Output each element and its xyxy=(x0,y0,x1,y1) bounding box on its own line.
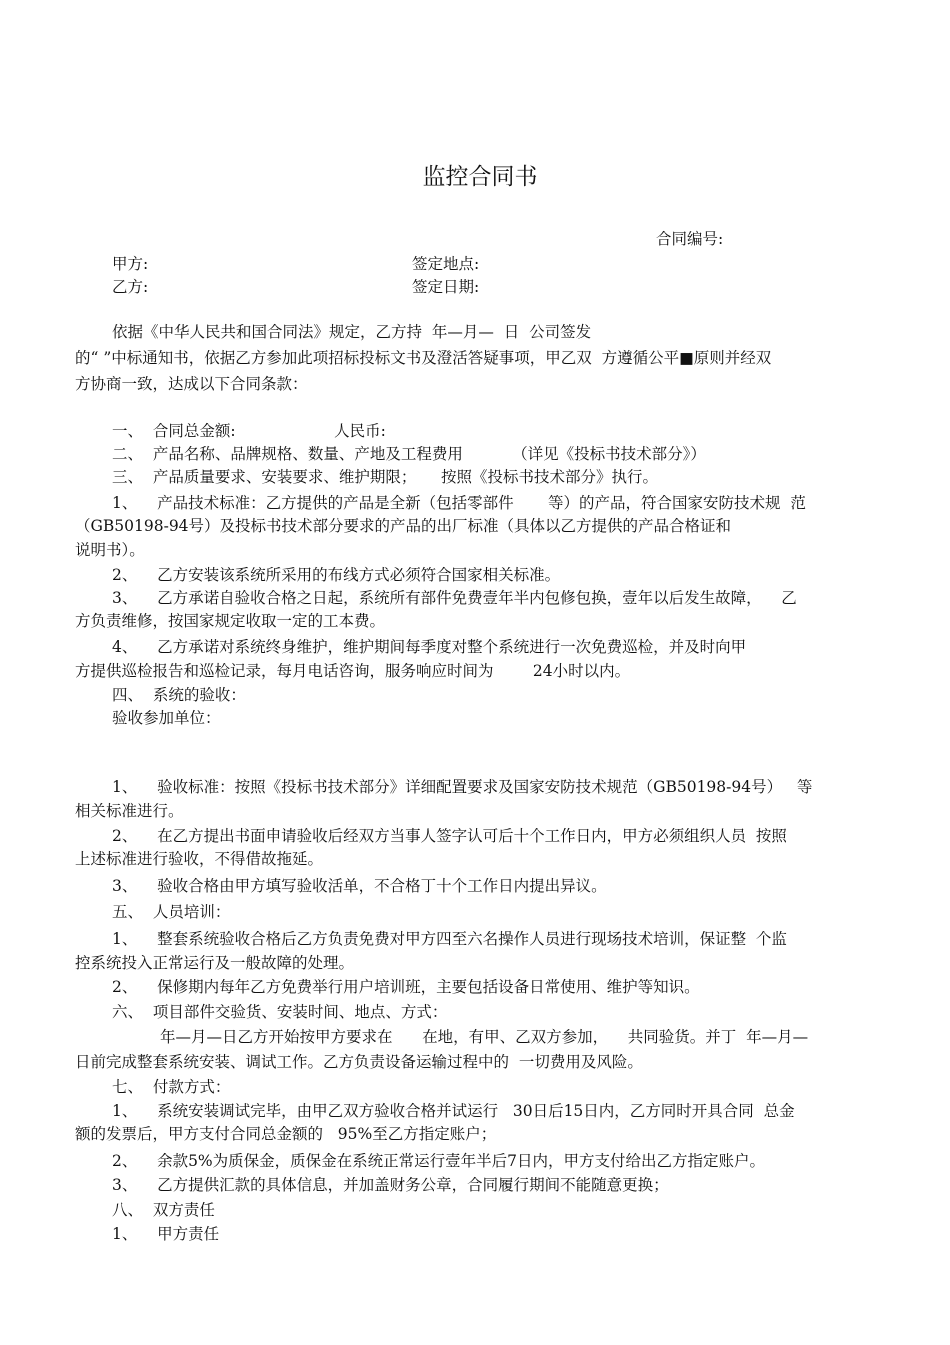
clause-4-3: 3、 验收合格由甲方填写验收活单，不合格丁十个工作日内提出异议。 xyxy=(112,877,607,895)
sign-date-label: 签定日期: xyxy=(412,278,480,296)
section-8-responsibilities: 八、 双方责任 xyxy=(112,1201,215,1219)
section-2-products: 二、 产品名称、品牌规格、数量、产地及工程费用 （详见《投标书技术部分》） xyxy=(112,445,706,463)
clause-7-1-line-1: 1、 系统安装调试完毕，由甲乙双方验收合格并试运行 30日后15日内，乙方同时开具合同 总金 xyxy=(112,1102,795,1120)
clause-3-1-line-3: 说明书）。 xyxy=(75,541,145,559)
sign-place-label: 签定地点: xyxy=(412,255,480,273)
clause-3-3-line-2: 方负责维修，按国家规定收取一定的工本费。 xyxy=(75,612,386,630)
acceptance-units: 验收参加单位： xyxy=(112,709,221,727)
clause-4-1-line-1: 1、 验收标准：按照《投标书技术部分》详细配置要求及国家安防技术规范（GB50198-94号） 等 xyxy=(112,778,813,796)
party-a-label: 甲方: xyxy=(112,255,149,273)
intro-line-1: 依据《中华人民共和国合同法》规定，乙方持 年—月— 日 公司签发 xyxy=(112,323,592,341)
clause-3-3-line-1: 3、 乙方承诺自验收合格之日起，系统所有部件免费壹年半内包修包换，壹年以后发生故障， 乙 xyxy=(112,589,797,607)
intro-line-3: 方协商一致，达成以下合同条款： xyxy=(75,375,308,393)
section-6-body-line-2: 日前完成整套系统安装、调试工作。乙方负责设备运输过程中的 一切费用及风险。 xyxy=(75,1053,643,1071)
clause-4-1-line-2: 相关标准进行。 xyxy=(75,802,184,820)
section-7-payment: 七、 付款方式： xyxy=(112,1078,231,1096)
section-3-quality: 三、 产品质量要求、安装要求、维护期限； 按照《投标书技术部分》执行。 xyxy=(112,468,658,486)
clause-5-2: 2、 保修期内每年乙方免费举行用户培训班，主要包括设备日常使用、维护等知识。 xyxy=(112,978,700,996)
clause-3-1-line-1: 1、 产品技术标准：乙方提供的产品是全新（包括零部件 等）的产品，符合国家安防技术规 范 xyxy=(112,494,806,512)
clause-3-4-line-1: 4、 乙方承诺对系统终身维护，维护期间每季度对整个系统进行一次免费巡检，并及时向甲 xyxy=(112,638,747,656)
clause-8-1: 1、 甲方责任 xyxy=(112,1225,220,1243)
clause-3-4-line-2: 方提供巡检报告和巡检记录，每月电话咨询，服务响应时间为 24小时以内。 xyxy=(75,662,631,680)
document-title: 监控合同书 xyxy=(422,164,538,190)
clause-3-2: 2、 乙方安装该系统所采用的布线方式必须符合国家相关标准。 xyxy=(112,566,561,584)
party-b-label: 乙方: xyxy=(112,278,149,296)
contract-number-label: 合同编号: xyxy=(656,230,724,248)
section-6-delivery: 六、 项目部件交验货、安装时间、地点、方式： xyxy=(112,1003,448,1021)
clause-5-1-line-2: 控系统投入正常运行及一般故障的处理。 xyxy=(75,954,355,972)
intro-line-2: 的“ ”中标通知书，依据乙方参加此项招标投标文书及澄活答疑事项，甲乙双 方遵循公平■原则并经双 xyxy=(75,349,772,367)
section-5-training: 五、 人员培训： xyxy=(112,903,231,921)
clause-7-1-line-2: 额的发票后，甲方支付合同总金额的 95%至乙方指定账户； xyxy=(75,1125,497,1143)
section-6-body-line-1: 年—月—日乙方开始按甲方要求在 在地，有甲、乙双方参加， 共同验货。并丁 年—月— xyxy=(160,1028,809,1046)
clause-3-1-line-2: （GB50198-94号）及投标书技术部分要求的产品的出厂标准（具体以乙方提供的产品合格证和 xyxy=(75,517,732,535)
clause-7-2: 2、 余款5%为质保金，质保金在系统正常运行壹年半后7日内，甲方支付给出乙方指定账户。 xyxy=(112,1152,766,1170)
section-4-acceptance: 四、 系统的验收： xyxy=(112,686,246,704)
clause-7-3: 3、 乙方提供汇款的具体信息，并加盖财务公章，合同履行期间不能随意更换； xyxy=(112,1176,669,1194)
clause-5-1-line-1: 1、 整套系统验收合格后乙方负责免费对甲方四至六名操作人员进行现场技术培训，保证整 个监 xyxy=(112,930,787,948)
clause-4-2-line-1: 2、 在乙方提出书面申请验收后经双方当事人签字认可后十个工作日内，甲方必须组织人员 按照 xyxy=(112,827,787,845)
section-1-total-amount: 一、 合同总金额: 人民币: xyxy=(112,422,386,440)
clause-4-2-line-2: 上述标准进行验收，不得借故拖延。 xyxy=(75,850,324,868)
